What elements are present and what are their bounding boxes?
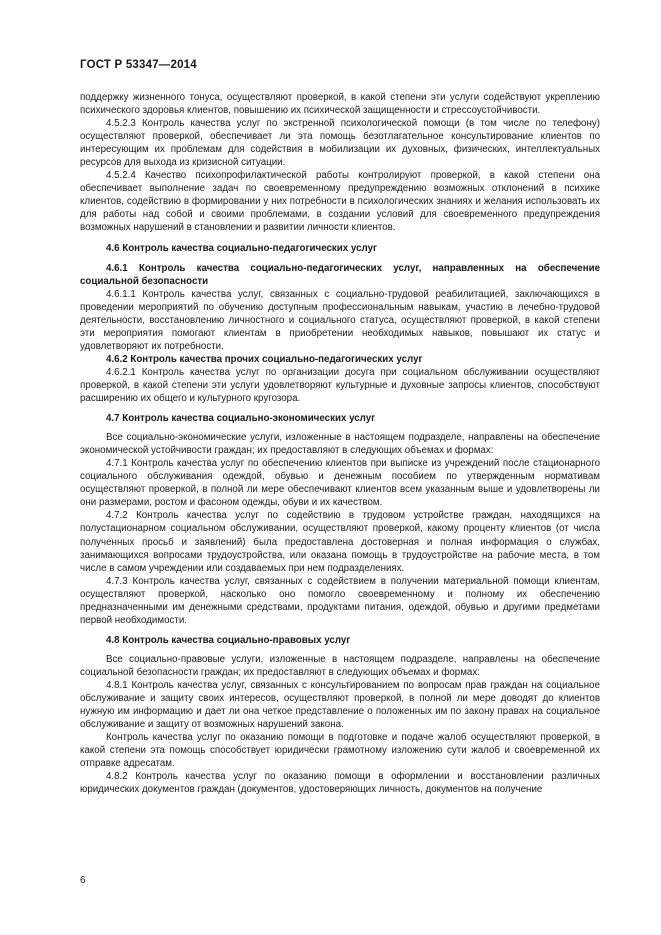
paragraph: 4.6.1.1 Контроль качества услуг, связанных с социально-трудовой реабилитацией, заключающихся в проведении мероприятий по обучению доступным профессиональным навыкам, участию в лечебно-трудовой деятельности, восстановлению личностного и социального статуса, осуществляют проверкой, в какой степени эти мероприятия помогают клиентам в приобретении необходимых навыков, повышают их статус и удовлетворяют их потребности. xyxy=(80,288,600,352)
document-body xyxy=(80,91,600,796)
paragraph: поддержку жизненного тонуса, осуществляют проверкой, в какой степени эти услуги содействуют укреплению психического здоровья клиентов, повышению их психической защищенности и стрессоустойчивости. xyxy=(80,92,600,117)
section-heading: 4.7 Контроль качества социально-экономических услуг xyxy=(106,413,376,425)
section-heading: 4.8 Контроль качества социально-правовых услуг xyxy=(106,634,351,646)
paragraph: 4.6.2.1 Контроль качества услуг по организации досуга при социальном обслуживании осуществляют проверкой, в какой степени эти услуги удовлетворяют культурные и духовные запросы клиентов, способствуют расширению их общего и культурного кругозора. xyxy=(80,366,600,405)
subsection-heading: 4.6.2 Контроль качества прочих социально-педагогических услуг xyxy=(106,353,423,365)
paragraph: Все социально-экономические услуги, изложенные в настоящем подразделе, направлены на обеспечение экономической устойчивости граждан; их предоставляют в следующих объемах и формах: xyxy=(80,432,600,457)
paragraph: 4.5.2.4 Качество психопрофилактической работы контролируют проверкой, в какой степени она обеспечивает выполнение задач по своевременному предупреждению возможных отклонений в психике клиентов, содействию в формировании у них потребности в психологических знаниях и желания использовать их для работы над собой и своими проблемами, в создании условий для своевременного предупреждения возможных нарушений в становлении и развитии личности клиентов. xyxy=(80,170,600,234)
document-header: ГОСТ Р 53347—2014 xyxy=(80,59,197,71)
subsection-heading: 4.6.1 Контроль качества социально-педагогических услуг, направленных на обеспечение социальной безопасности xyxy=(80,262,600,287)
paragraph: 4.7.3 Контроль качества услуг, связанных с содействием в получении материальной помощи клиентам, осуществляют проверкой, насколько оно помогло своевременному и полному их обеспечению предназначенными им денежными средствами, продуктами питания, одеждой, обувью и другими предметами первой необходимости. xyxy=(80,575,600,626)
paragraph: Все социально-правовые услуги, изложенные в настоящем подразделе, направлены на обеспечение социальной безопасности граждан; их предоставляют в следующих объемах и формах: xyxy=(80,653,600,678)
section-heading: 4.6 Контроль качества социально-педагогических услуг xyxy=(106,242,378,254)
paragraph: Контроль качества услуг по оказанию помощи в подготовке и подаче жалоб осуществляют проверкой, в какой степени эта помощь способствует юридически грамотному изложению сути жалоб и своевременной их отправке адресатам. xyxy=(80,732,600,770)
paragraph: 4.7.2 Контроль качества услуг по содействию в трудовом устройстве граждан, находящихся на полустационарном социальном обслуживании, осуществляют проверкой, какому проценту клиентов (от числа полученных просьб и заявлений) была предоставлена достоверная и полная информация о службах, занимающихся вопросами трудоустройства, или оказана помощь в трудоустройстве на рабочие места, в том числе в самом учреждении или создаваемых при нем подразделениях. xyxy=(80,510,600,574)
page-number: 6 xyxy=(80,875,86,886)
paragraph: 4.7.1 Контроль качества услуг по обеспечению клиентов при выписке из учреждений после стационарного социального обслуживания одеждой, обувью и денежным пособием по утвержденным нормативам осуществляют проверкой, в полной ли мере обеспечивают клиентов всем указанным выше и удовлетворены ли они размерами, ростом и фасоном одежды, обуви и их качеством. xyxy=(80,458,600,509)
paragraph: 4.8.1 Контроль качества услуг, связанных с консультированием по вопросам прав граждан на социальное обслуживание и защиту своих интересов, осуществляют проверкой, в полной ли мере доводят до клиентов нужную им информацию и дает ли она четкое представление о положенных им по закону правах на социальное обслуживание и защиту от возможных нарушений закона. xyxy=(80,679,600,731)
paragraph: 4.5.2.3 Контроль качества услуг по экстренной психологической помощи (в том числе по телефону) осуществляют проверкой, обеспечивает ли эта помощь безотлагательное консультирование клиентов по интересующим их проблемам для содействия в мобилизации их духовных, физических, интеллектуальных ресурсов для выхода из кризисной ситуации. xyxy=(80,118,600,169)
paragraph: 4.8.2 Контроль качества услуг по оказанию помощи в оформлении и восстановлении различных юридических документов граждан (документов, удостоверяющих личность, документов на получение xyxy=(80,771,600,796)
